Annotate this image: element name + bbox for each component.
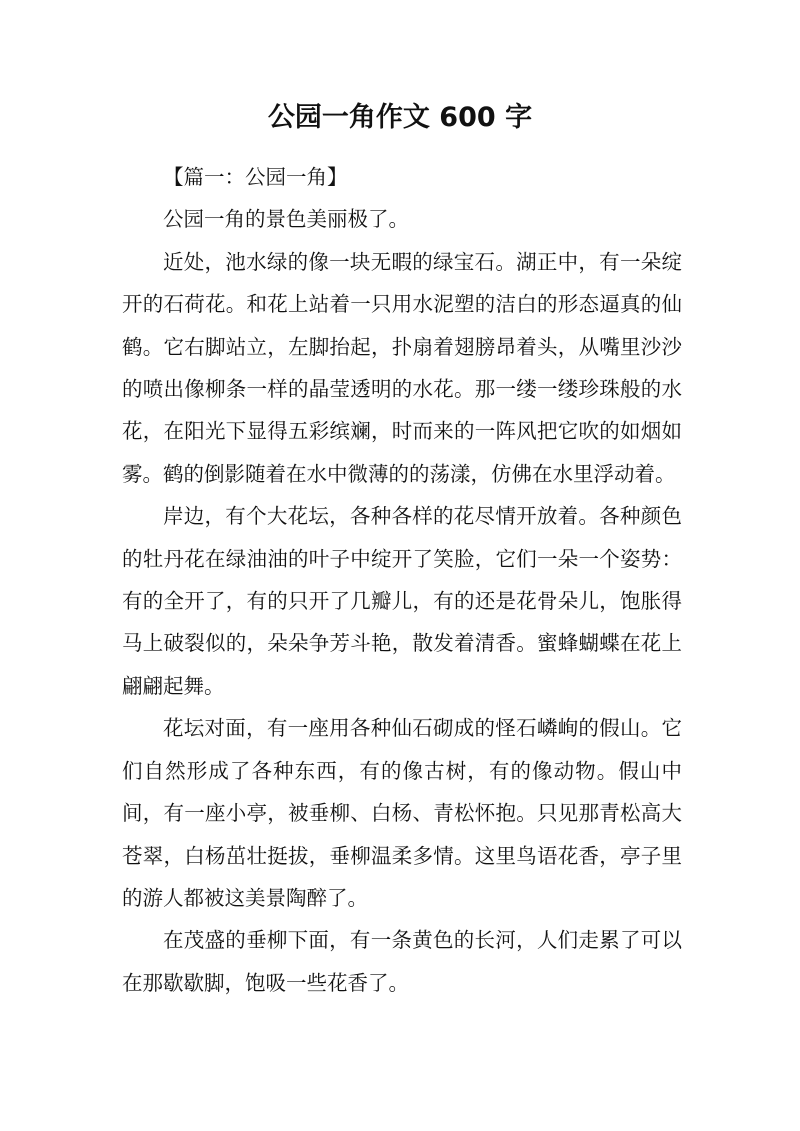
paragraph: 近处，池水绿的像一块无暇的绿宝石。湖正中，有一朵绽开的石荷花。和花上站着一只用水泥塑的洁白的形态逼真的仙鹤。它右脚站立，左脚抬起，扑扇着翅膀昂着头，从嘴里沙沙的喷出像柳条一样的晶莹透明的水花。那一缕一缕珍珠般的水花，在阳光下显得五彩缤斓，时而来的一阵风把它吹的如烟如雾。鹤的倒影随着在水中微薄的的荡漾，仿佛在水里浮动着。 — [122, 249, 682, 486]
paragraph: 公园一角的景色美丽极了。 — [163, 207, 409, 232]
paragraph: 岸边，有个大花坛，各种各样的花尽情开放着。各种颜色的牡丹花在绿油油的叶子中绽开了笑脸，它们一朵一个姿势：有的全开了，有的只开了几瓣儿，有的还是花骨朵儿，饱胀得马上破裂似的，朵朵争芳斗艳，散发着清香。蜜蜂蝴蝶在花上翩翩起舞。 — [122, 504, 682, 698]
essay-body — [122, 156, 682, 1004]
paragraph: 花坛对面，有一座用各种仙石砌成的怪石嶙峋的假山。它们自然形成了各种东西，有的像古树，有的像动物。假山中间，有一座小亭，被垂柳、白杨、青松怀抱。只见那青松高大苍翠，白杨茁壮挺拔，垂柳温柔多情。这里鸟语花香，亭子里的游人都被这美景陶醉了。 — [122, 716, 682, 910]
paragraph: 在茂盛的垂柳下面，有一条黄色的长河，人们走累了可以在那歇歇脚，饱吸一些花香了。 — [122, 928, 682, 995]
section-heading: 【篇一：公园一角】 — [163, 165, 348, 189]
document-title: 公园一角作文 600 字 — [267, 102, 533, 133]
